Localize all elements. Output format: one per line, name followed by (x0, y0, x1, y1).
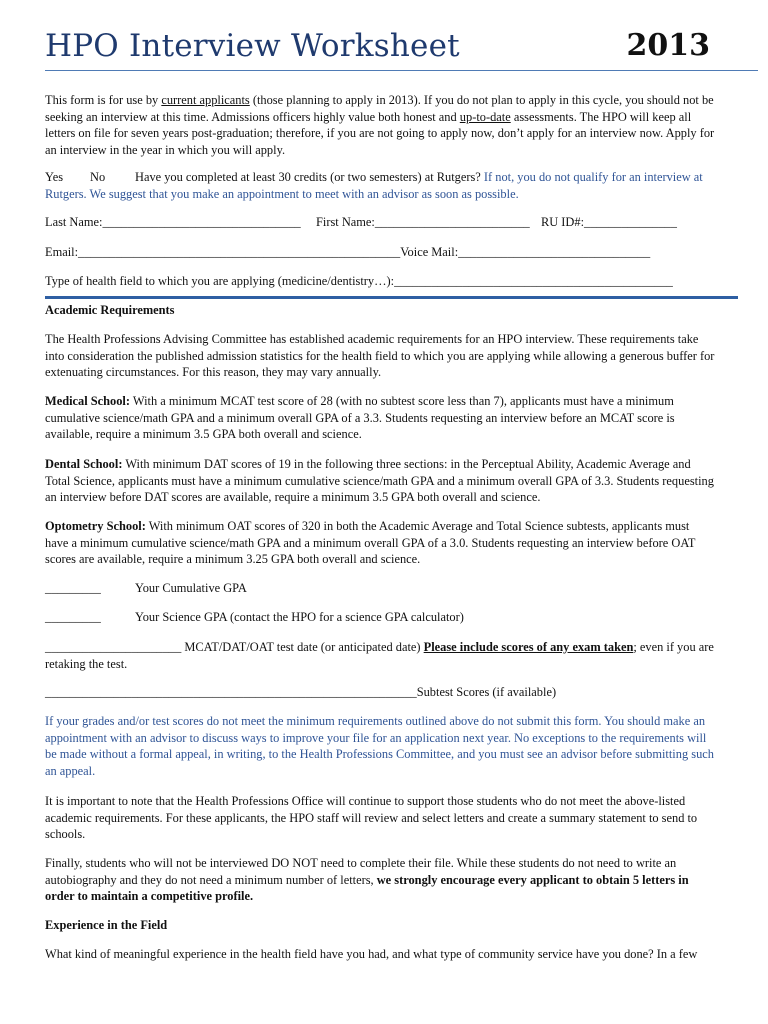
yes-option[interactable]: Yes (45, 170, 64, 184)
dental-school-label: Dental School: (45, 457, 123, 471)
science-gpa-row (45, 609, 715, 626)
optometry-school-paragraph (45, 518, 715, 568)
last-name-field[interactable]: Last Name:________________________________ (45, 215, 301, 229)
test-date-rest: ; even if you are retaking the test. (45, 640, 714, 671)
credits-note: If not, you do not qualify for an interview at Rutgers. We suggest that you make an appointment to meet with an advisor as soon as possible. (45, 170, 703, 201)
health-field-row (45, 273, 715, 290)
medical-school-text: With a minimum MCAT test score of 28 (with no subtest score less than 7), applicants must have a minimum cumulative science/math GPA and a minimum overall GPA of a 3.3. Students requesting an interview before an MCAT score is available, require a minimum 3.5 GPA both overall and science. (45, 394, 675, 442)
credits-question-text: Have you completed at least 30 credits (or two semesters) at Rutgers? (135, 170, 481, 184)
intro-text-5: assessments. The HPO will keep all letters on file for seven years post-graduation; therefore, if you are not going to apply now, don’t apply for an interview now. Apply for an interview in the year in which you will apply. (45, 109, 715, 157)
voice-mail-field[interactable]: Voice Mail:_______________________________ (400, 245, 651, 259)
name-fields-row (45, 214, 715, 231)
medical-school-label: Medical School: (45, 394, 131, 408)
credits-question (45, 169, 715, 202)
health-field-input[interactable]: Type of health field to which you are applying (medicine/dentistry…):_____________________________________________ (45, 274, 673, 288)
medical-school-paragraph (45, 393, 715, 443)
intro-paragraph (45, 92, 715, 158)
contact-fields-row (45, 244, 715, 261)
support-paragraph: It is important to note that the Health Professions Office will continue to support those students who do not meet the above-listed academic requirements. For these applicants, the HPO staff will review and select letters and create a summary statement to send to schools. (45, 794, 698, 842)
finally-paragraph (45, 855, 715, 905)
intro-up-to-date: up-to-date (459, 109, 511, 124)
test-date-label: MCAT/DAT/OAT test date (or anticipated date) (181, 640, 424, 654)
requirements-warning: If your grades and/or test scores do not meet the minimum requirements outlined above do not submit this form. You should make an appointment with an advisor to discuss ways to improve your file for an application next year. No exceptions to the requirements will be made without a formal appeal, in writing, to the Health Professions Committee, and you must see an advisor before submitting such an appeal. (45, 714, 714, 778)
science-gpa-label: Your Science GPA (contact the HPO for a science GPA calculator) (135, 610, 464, 624)
no-option[interactable]: No (90, 170, 106, 184)
experience-text: What kind of meaningful experience in the health field have you had, and what type of community service have you done? In a few (45, 947, 698, 961)
cumulative-gpa-label: Your Cumulative GPA (135, 581, 247, 595)
email-field[interactable]: Email:____________________________________________________ (45, 245, 401, 259)
optometry-school-text: With minimum OAT scores of 320 in both the Academic Average and Total Science subtests, applicants must have a minimum cumulative science/math GPA and a minimum overall GPA of a 3.0. Students requesting an interview before OAT scores are available, require a minimum 3.25 GPA both overall and science. (45, 519, 696, 567)
test-date-blank[interactable]: ______________________ (45, 640, 182, 654)
optometry-school-label: Optometry School: (45, 519, 146, 533)
header-divider (45, 70, 758, 71)
cumulative-gpa-row (45, 580, 715, 597)
subtest-scores-label: Subtest Scores (if available) (416, 685, 557, 699)
intro-current-applicants: current applicants (161, 93, 250, 107)
first-name-field[interactable]: First Name:_________________________ (316, 215, 530, 229)
test-scores-note: Please include scores of any exam taken (423, 640, 634, 654)
academic-heading: Academic Requirements (45, 303, 175, 317)
experience-heading: Experience in the Field (45, 918, 168, 932)
finally-bold: we strongly encourage every applicant to obtain 5 letters in order to maintain a competitive profile. (45, 872, 689, 904)
intro-text-3: (those planning to apply in 2013). If you do not plan to apply in this cycle, you should not be seeking an interview at this time. Admissions officers highly value both honest and (45, 93, 714, 124)
page-year: 2013 (626, 28, 710, 63)
science-gpa-blank[interactable]: _________ (45, 610, 101, 624)
academic-intro: The Health Professions Advising Committee has established academic requirements for an HPO interview. These requirements take into consideration the published admission statistics for the health field to which you are applying while allowing a generous buffer for extenuating circumstances. For this reason, they may vary annually. (45, 332, 715, 380)
subtest-scores-blank[interactable]: ____________________________________________________________ (45, 685, 417, 699)
test-date-row (45, 639, 715, 672)
intro-text-1: This form is for use by (45, 93, 162, 107)
dental-school-paragraph (45, 456, 715, 506)
cumulative-gpa-blank[interactable]: _________ (45, 581, 101, 595)
ru-id-field[interactable]: RU ID#:_______________ (541, 215, 677, 229)
page-title: HPO Interview Worksheet (45, 28, 460, 64)
finally-text: Finally, students who will not be interviewed DO NOT need to complete their file. While these students do not need to write an autobiography and they do not need a minimum number of letters, (45, 856, 677, 887)
subtest-scores-row (45, 684, 715, 701)
dental-school-text: With minimum DAT scores of 19 in the following three sections: in the Perceptual Ability, Academic Average and Total Science, applicants must have a minimum cumulative science/math GPA and a minimum overall GPA of 3.3. Students requesting an interview before DAT scores are available, require a minimum 3.5 GPA both overall and science. (45, 457, 714, 505)
section-divider (45, 296, 738, 299)
